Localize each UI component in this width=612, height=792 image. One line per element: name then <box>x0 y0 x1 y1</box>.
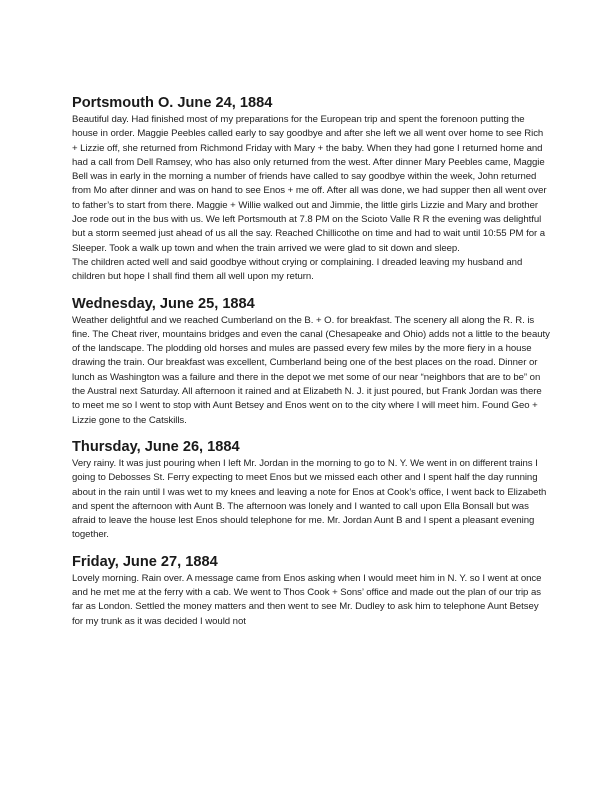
entry-heading: Wednesday, June 25, 1884 <box>72 295 255 312</box>
diary-entry-june-26 <box>72 438 550 543</box>
entry-paragraph: Beautiful day. Had finished most of my preparations for the European trip and spent the forenoon putting the house in order. Maggie Peebles called early to say goodbye and after she left we all went over home to see Rich + Lizzie off, she returned from Richmond Friday with Mary + the baby. When they had gone I returned home and had a call from Dell Ramsey, who has also only returned from the west. After dinner Mary Peebles came, Maggie Bell was in early in the morning a number of friends have called to say goodbye within the week, John returned from Mo after dinner and was on hand to see Enos + me off. After all was done, we had supper then all went over to father’s to start from there. Maggie + Willie walked out and Jimmie, the little girls Lizzie and Mary and brother Joe rode out in the bus with us. We left Portsmouth at 7.8 PM on the Scioto Valle R R the evening was delightful but a storm seemed just ahead of us all the say. Reached Chillicothe on time and had to wait until 10:55 PM for a Sleeper. Took a walk up town and when the train arrived we were glad to sit down and sleep. <box>72 114 547 254</box>
diary-page <box>72 94 550 639</box>
entry-heading: Portsmouth O. June 24, 1884 <box>72 95 273 111</box>
diary-entry-june-27 <box>72 553 550 629</box>
entry-heading: Thursday, June 26, 1884 <box>72 438 240 455</box>
diary-entry-june-24 <box>72 94 550 285</box>
entry-paragraph: Lovely morning. Rain over. A message came from Enos asking when I would meet him in N. Y. so I went at once and he met me at the ferry with a cab. We went to Thos Cook + Sons’ office and made out the plan of our trip as far as London. Settled the money matters and then went to see Mr. Dudley to ask him to telephone Aunt Betsey for my trunk as it was decided I would not <box>72 572 542 627</box>
entry-body <box>72 457 550 543</box>
entry-paragraph: Weather delightful and we reached Cumberland on the B. + O. for breakfast. The scenery all along the R. R. is fine. The Cheat river, mountains bridges and even the canal (Chesapeake and Ohio) adds not a little to the beauty of the landscape. The plodding old horses and mules are passed every few miles by the more fiery in a house drawing the train. Our breakfast was excellent, Cumberland being one of the best places on the road. Dinner or lunch as Washington was a failure and there in the depot we met some of our near “neighbors that are to be” on the Austral next Saturday. All afternoon it rained and at Elizabeth N. J. it just poured, but Frank Jordan was there to meet me so I went to stop with Aunt Betsey and Enos went on to the city where I will meet him. Found Geo + Lizzie gone to the Catskills. <box>72 314 550 426</box>
entry-paragraph: Very rainy. It was just pouring when I left Mr. Jordan in the morning to go to N. Y. We went in on different trains I going to Debosses St. Ferry expecting to meet Enos but we missed each other and I spent half the day running about in the rain until I was wet to my knees and leaving a note for Enos at Cook’s office, I went back to Elizabeth and spent the afternoon with Aunt B. The afternoon was lonely and I wanted to call upon Ella Bonsall but was afraid to leave the house lest Enos should telephone for me. Mr. Jordan Aunt B and I spent a pleasant evening together. <box>72 457 547 541</box>
entry-heading: Friday, June 27, 1884 <box>72 553 218 570</box>
entry-paragraph: The children acted well and said goodbye without crying or complaining. I dreaded leaving my husband and children but hope I shall find them all well upon my return. <box>72 256 523 283</box>
diary-entry-june-25 <box>72 295 550 428</box>
entry-body <box>72 314 550 428</box>
entry-body <box>72 113 550 285</box>
entry-body <box>72 572 550 629</box>
